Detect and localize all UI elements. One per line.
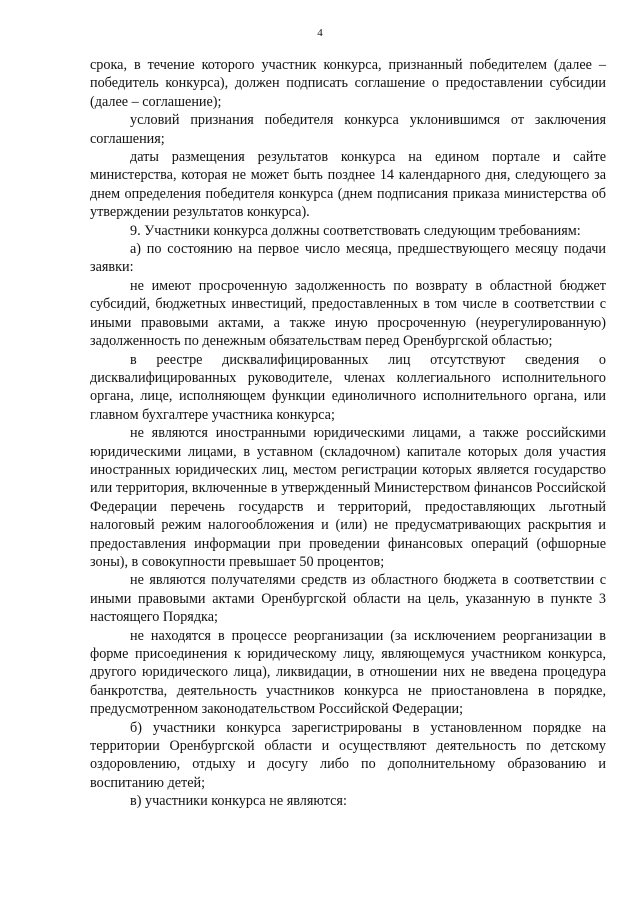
paragraph-subitem-v: в) участники конкурса не являются:	[130, 793, 347, 810]
paragraph-item-9: 9. Участники конкурса должны соответствовать следующим требованиям:	[130, 222, 581, 239]
paragraph-not-budget-recipients: не являются получателями средств из областного бюджета в соответствии с иными правовыми актами Оренбургской области на цель, указанную в пункте 3 настоящего Порядка;	[90, 572, 606, 626]
paragraph-results-date: даты размещения результатов конкурса на едином портале и сайте министерства, которая не может быть позднее 14 календарного дня, следующего за днем определения победителя конкурса (днем подписания приказа министерства об утверждении результатов конкурса).	[90, 149, 606, 221]
document-body	[90, 56, 606, 811]
paragraph-disqualified-registry: в реестре дисквалифицированных лиц отсутствуют сведения о дисквалифицированных руководителе, членах коллегиального исполнительного органа, лице, исполняющем функции единоличного исполнительного органа, или главном бухгалтере участника конкурса;	[90, 351, 606, 423]
paragraph-no-overdue-debt: не имеют просроченную задолженность по возврату в областной бюджет субсидий, бюджетных инвестиций, предоставленных в том числе в соответствии с иными правовыми актами, а также иную просроченную (неурегулированную) задолженность по денежным обязательствам перед Оренбургской областью;	[90, 277, 606, 350]
paragraph-deadline-signing: срока, в течение которого участник конкурса, признанный победителем (далее – победитель конкурса), должен подписать соглашение о предоставлении субсидии (далее – соглашение);	[90, 57, 606, 110]
paragraph-not-reorganization: не находятся в процессе реорганизации (за исключением реорганизации в форме присоединения к юридическому лицу, являющемуся участником конкурса, другого юридического лица), ликвидации, в отношении них не введена процедура банкротства, деятельность участников конкурса не приостановлена в порядке, предусмотренном законодательством Российской Федерации;	[90, 627, 606, 718]
paragraph-evasion-conditions: условий признания победителя конкурса уклонившимся от заключения соглашения;	[90, 112, 606, 147]
paragraph-subitem-a: а) по состоянию на первое число месяца, предшествующего месяцу подачи заявки:	[90, 241, 606, 276]
page-number: 4	[317, 27, 323, 39]
paragraph-subitem-b: б) участники конкурса зарегистрированы в установленном порядке на территории Оренбургской области и осуществляют деятельность по детскому оздоровлению, отдыху и досугу либо по дополнительному образованию и воспитанию детей;	[90, 719, 606, 791]
paragraph-not-foreign-entities: не являются иностранными юридическими лицами, а также российскими юридическими лицами, в уставном (складочном) капитале которых доля участия иностранных юридических лиц, местом регистрации которых является государство или территория, включенные в утвержденный Министерством финансов Российской Федерации перечень государств и территорий, предоставляющих льготный налоговый режим налогообложения и (или) не предусматривающих раскрытия и предоставления информации при проведении финансовых операций (офшорные зоны), в совокупности превышает 50 процентов;	[90, 425, 606, 570]
